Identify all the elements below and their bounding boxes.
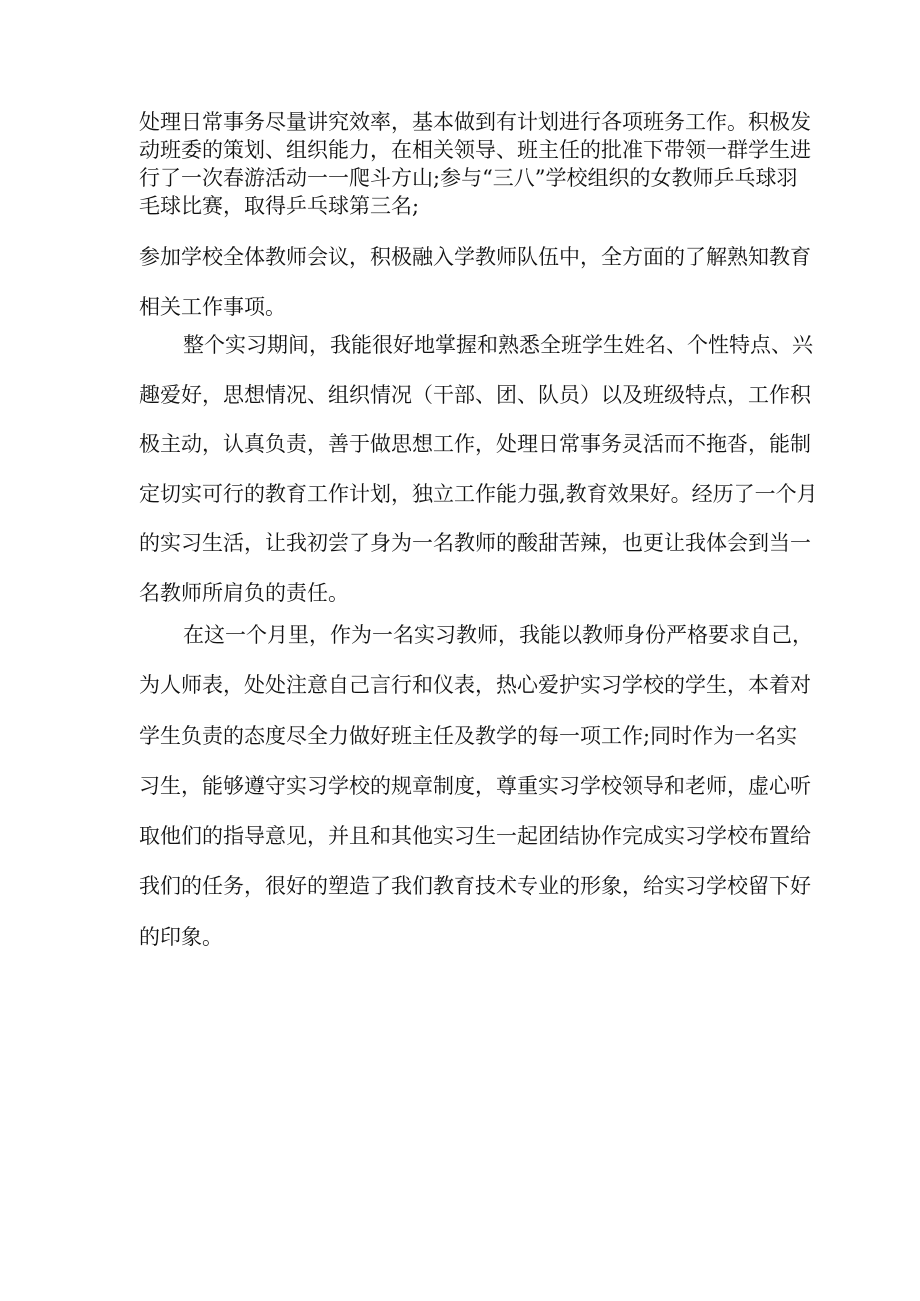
text-line: 动班委的策划、组织能力，在相关领导、班主任的批准下带领一群学生进 [139,138,811,162]
text-line: 定切实可行的教育工作计划，独立工作能力强,教育效果好。经历了一个月 [139,481,818,506]
paragraph-this-month [139,610,813,962]
text-line: 取他们的指导意见，并且和其他实习生一起团结协作完成实习学校布置给 [139,824,811,849]
text-line: 我们的任务，很好的塑造了我们教育技术专业的形象，给实习学校留下好 [139,874,811,899]
text-line: 为人师表，处处注意自己言行和仪表，热心爱护实习学校的学生，本着对 [139,673,811,698]
text-line: 相关工作事项。 [139,295,286,319]
text-line: 参加学校全体教师会议，积极融入学教师队伍中，全方面的了解熟知教育 [139,245,811,269]
text-line: 处理日常事务尽量讲究效率，基本做到有计划进行各项班务工作。积极发 [139,110,811,134]
text-line-content: 整个实习期间，我能很好地掌握和熟悉全班学生姓名、个性特点、兴 [183,333,813,357]
text-line: 的印象。 [139,924,223,949]
paragraph-internship-period [139,321,818,618]
text-line: 行了一次春游活动一一爬斗方山;参与“三八”学校组织的女教师乒乓球羽 [139,166,798,190]
text-line [139,321,813,371]
text-line: 学生负责的态度尽全力做好班主任及教学的每一项工作;同时作为一名实 [139,723,798,748]
text-line: 的实习生活，让我初尝了身为一名教师的酸甜苦辣，也更让我体会到当一 [139,531,811,555]
text-line-content: 在这一个月里，作为一名实习教师，我能以教师身份严格要求自己， [183,623,813,647]
text-line: 极主动，认真负责，善于做思想工作，处理日常事务灵活而不拖沓，能制 [139,432,811,456]
text-line: 趣爱好，思想情况、组织情况（干部、团、队员）以及班级特点，工作积 [139,382,811,407]
text-line [139,610,813,660]
paragraph-staff-meeting [139,232,811,332]
text-line: 习生，能够遵守实习学校的规章制度，尊重实习学校领导和老师，虚心听 [139,773,811,798]
paragraph-class-affairs [139,108,811,220]
text-line: 毛球比赛，取得乒乓球第三名; [139,194,420,218]
text-line: 名教师所肩负的责任。 [139,580,349,605]
